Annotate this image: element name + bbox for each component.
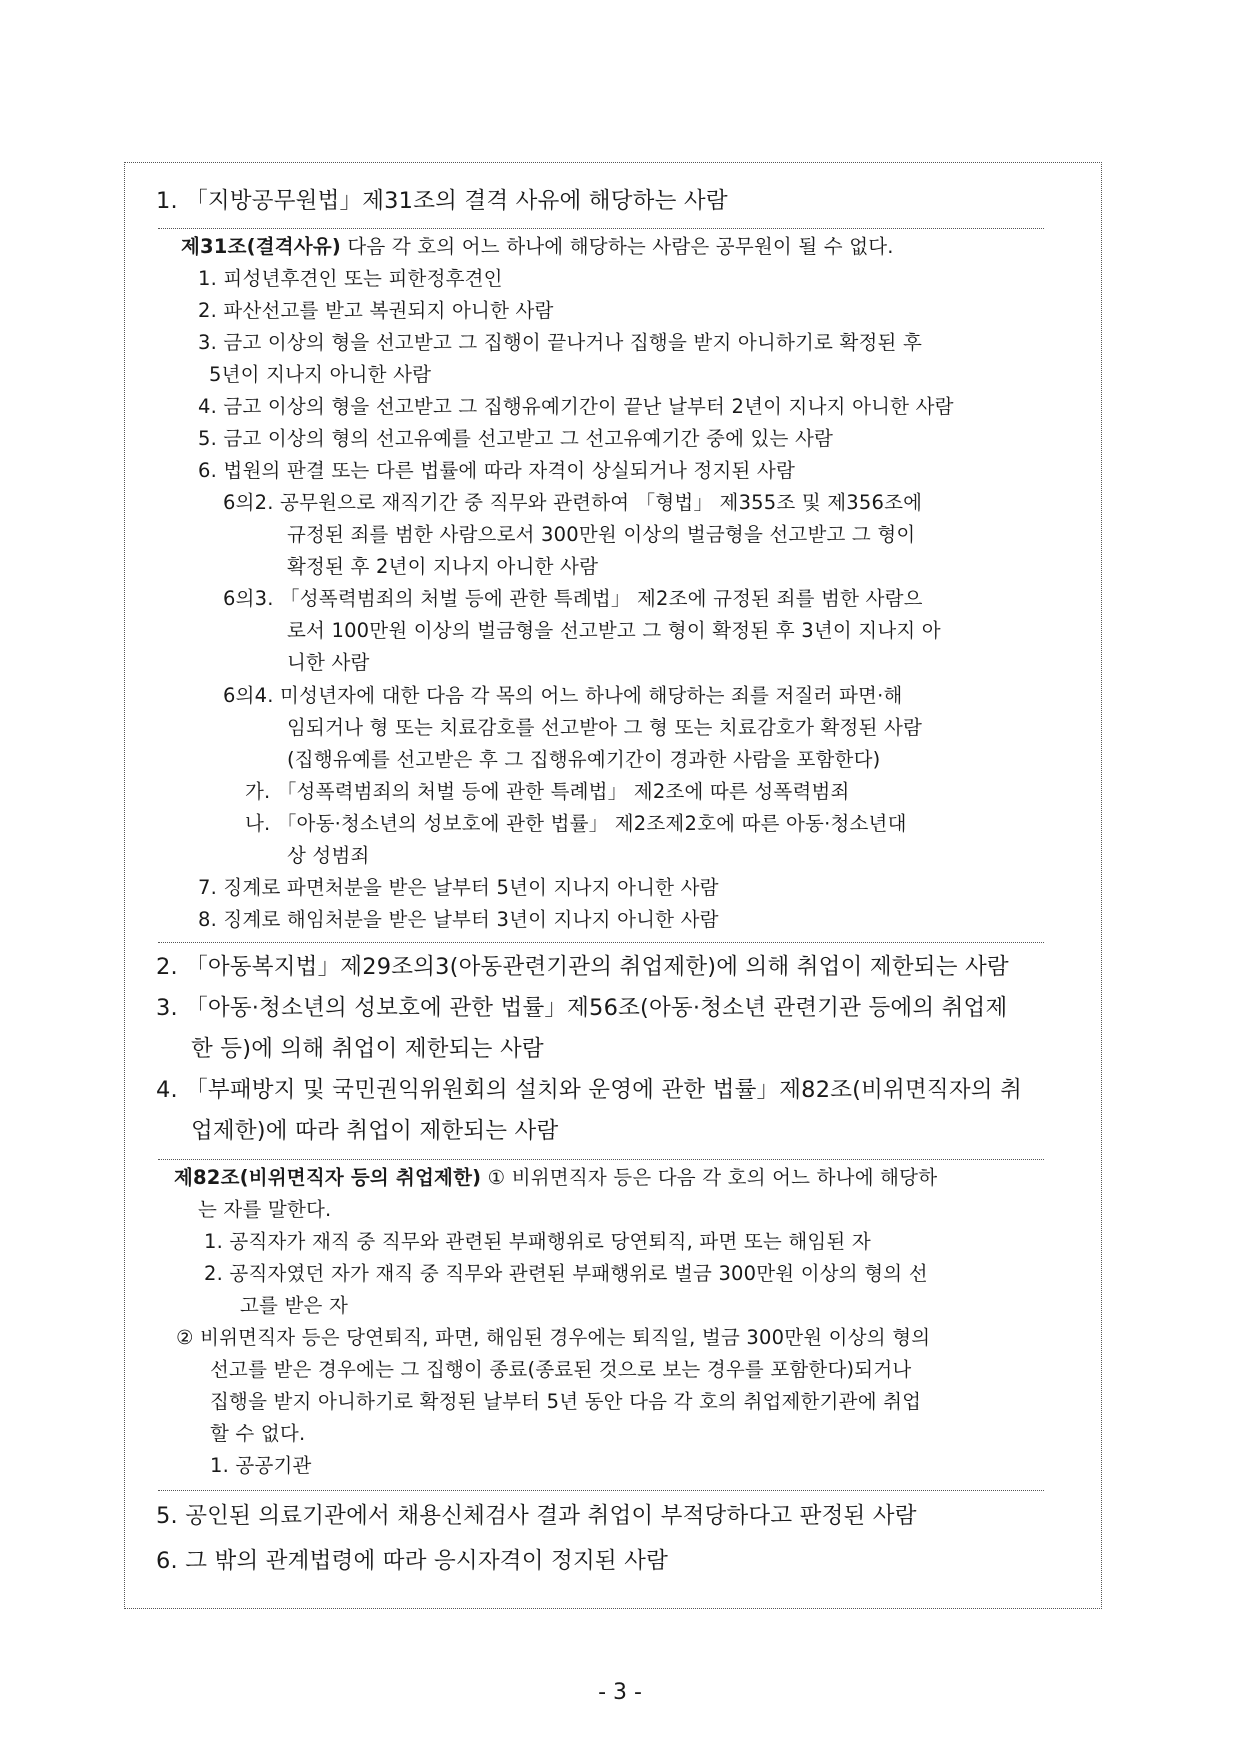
article-31-item-6-4-cont: (집행유예를 선고받은 후 그 집행유예기간이 경과한 사람을 포함한다) [287,748,881,771]
separator [158,1159,1044,1160]
article-31-item-6-2: 6의2. 공무원으로 재직기간 중 직무와 관련하여 「형법」 제355조 및 제356조에 [223,491,923,514]
article-82-title: 제82조(비위면직자 등의 취업제한) [174,1166,482,1189]
article-31-item-6-3: 6의3. 「성폭력범죄의 처벌 등에 관한 특례법」 제2조에 규정된 죄를 범한 사람으 [223,587,923,610]
item-2: 2. 「아동복지법」제29조의3(아동관련기관의 취업제한)에 의해 취업이 제한되는 사람 [156,954,1009,980]
article-82-paragraph-2-cont: 선고를 받은 경우에는 그 집행이 종료(종료된 것으로 보는 경우를 포함한다)되거나 [210,1358,912,1381]
article-31-item-6-3-cont: 로서 100만원 이상의 벌금형을 선고받고 그 형이 확정된 후 3년이 지나지 아 [287,619,941,642]
article-31-item-6: 6. 법원의 판결 또는 다른 법률에 따라 자격이 상실되거나 정지된 사람 [198,459,795,482]
item-5: 5. 공인된 의료기관에서 채용신체검사 결과 취업이 부적당하다고 판정된 사람 [156,1503,917,1529]
item-4: 4. 「부패방지 및 국민권익위원회의 설치와 운영에 관한 법률」제82조(비위면직자의 취 [156,1077,1023,1103]
article-82-intro-cont: 는 자를 말한다. [198,1198,332,1221]
article-31-item-6-3-cont: 니한 사람 [287,651,370,674]
article-31-item-6-4-cont: 임되거나 형 또는 치료감호를 선고받아 그 형 또는 치료감호가 확정된 사람 [287,716,923,739]
separator [158,1490,1044,1491]
article-82-paragraph-2: ② 비위면직자 등은 당연퇴직, 파면, 해임된 경우에는 퇴직일, 벌금 300만원 이상의 형의 [176,1326,931,1349]
article-31-item-2: 2. 파산선고를 받고 복권되지 아니한 사람 [198,299,554,322]
article-82-heading [174,1168,937,1188]
item-6: 6. 그 밖의 관계법령에 따라 응시자격이 정지된 사람 [156,1548,669,1574]
article-82-intro: ① 비위면직자 등은 다음 각 호의 어느 하나에 해당하 [481,1166,938,1189]
article-31-title: 제31조(결격사유) [181,235,341,258]
article-31-item-4: 4. 금고 이상의 형을 선고받고 그 집행유예기간이 끝난 날부터 2년이 지나지 아니한 사람 [198,395,954,418]
article-31-subitem-ga: 가. 「성폭력범죄의 처벌 등에 관한 특례법」 제2조에 따른 성폭력범죄 [245,780,850,803]
article-31-subitem-na: 나. 「아동·청소년의 성보호에 관한 법률」 제2조제2호에 따른 아동·청소년대 [245,812,907,835]
article-31-item-5: 5. 금고 이상의 형의 선고유예를 선고받고 그 선고유예기간 중에 있는 사람 [198,427,834,450]
article-82-item-2: 2. 공직자였던 자가 재직 중 직무와 관련된 부패행위로 벌금 300만원 이상의 형의 선 [204,1262,928,1285]
article-82-paragraph-2-item-1: 1. 공공기관 [210,1454,312,1477]
article-31-subitem-na-cont: 상 성범죄 [287,844,370,867]
article-31-intro: 다음 각 호의 어느 하나에 해당하는 사람은 공무원이 될 수 없다. [340,235,894,258]
article-82-paragraph-2-cont: 집행을 받지 아니하기로 확정된 날부터 5년 동안 다음 각 호의 취업제한기관에 취업 [210,1390,922,1413]
article-31-heading [181,237,894,257]
article-82-item-2-cont: 고를 받은 자 [240,1294,348,1317]
article-31-item-7: 7. 징계로 파면처분을 받은 날부터 5년이 지나지 아니한 사람 [198,876,719,899]
item-1: 1. 「지방공무원법」제31조의 결격 사유에 해당하는 사람 [156,188,728,214]
item-4-cont: 업제한)에 따라 취업이 제한되는 사람 [191,1118,559,1144]
article-31-item-3: 3. 금고 이상의 형을 선고받고 그 집행이 끝나거나 집행을 받지 아니하기로 확정된 후 [198,331,923,354]
article-31-item-1: 1. 피성년후견인 또는 피한정후견인 [198,267,503,290]
item-3: 3. 「아동·청소년의 성보호에 관한 법률」제56조(아동·청소년 관련기관 등에의 취업제 [156,995,1008,1021]
article-31-item-6-2-cont: 확정된 후 2년이 지나지 아니한 사람 [287,555,599,578]
article-31-item-6-4: 6의4. 미성년자에 대한 다음 각 목의 어느 하나에 해당하는 죄를 저질러 파면·해 [223,684,903,707]
article-31-item-3-cont: 5년이 지나지 아니한 사람 [209,363,432,386]
article-31-item-8: 8. 징계로 해임처분을 받은 날부터 3년이 지나지 아니한 사람 [198,908,719,931]
page-number: - 3 - [598,1680,642,1705]
article-31-item-6-2-cont: 규정된 죄를 범한 사람으로서 300만원 이상의 벌금형을 선고받고 그 형이 [287,523,916,546]
item-3-cont: 한 등)에 의해 취업이 제한되는 사람 [191,1036,544,1062]
separator [158,228,1044,229]
separator [158,942,1044,943]
article-82-paragraph-2-cont: 할 수 없다. [210,1422,306,1445]
article-82-item-1: 1. 공직자가 재직 중 직무와 관련된 부패행위로 당연퇴직, 파면 또는 해임된 자 [204,1230,871,1253]
